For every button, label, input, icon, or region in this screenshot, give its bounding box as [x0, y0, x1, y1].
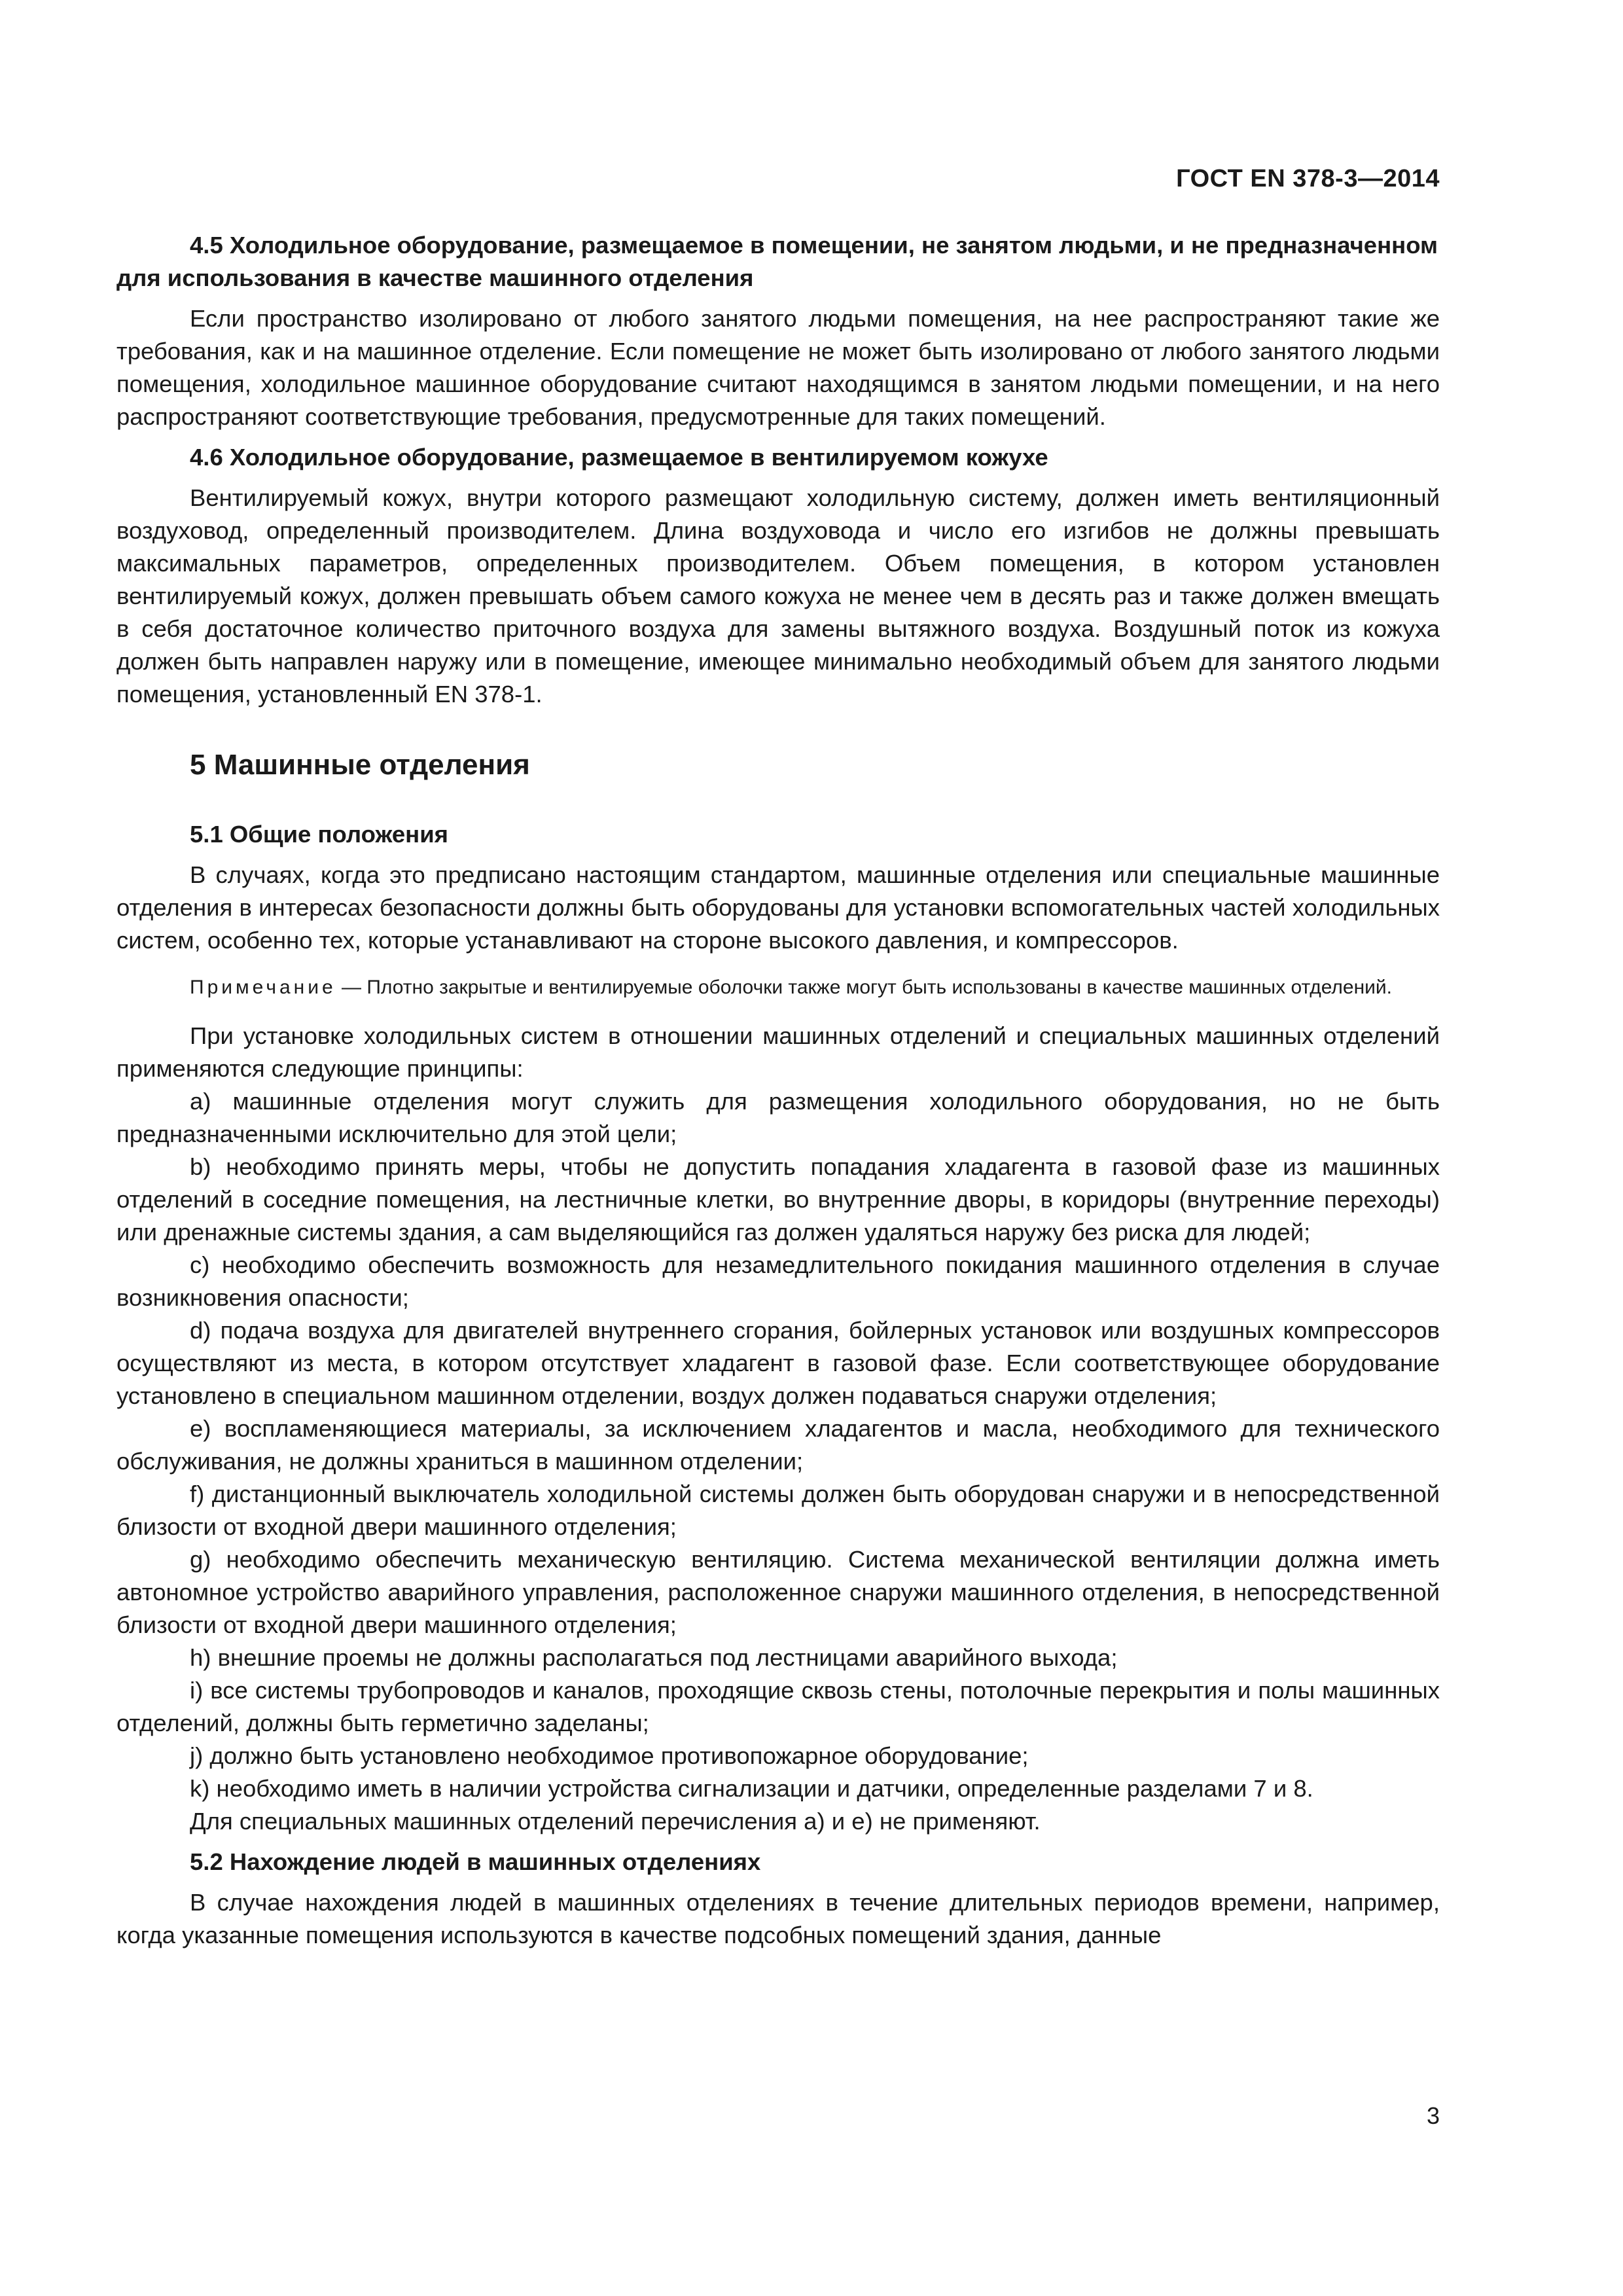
heading-5-1: 5.1 Общие положения [190, 821, 448, 848]
heading-4-6: 4.6 Холодильное оборудование, размещаемое в вентилируемом кожухе [190, 444, 1048, 471]
list-item-a: a) машинные отделения могут служить для размещения холодильного оборудования, но не быть предназначенными исключительно для этой цели; [116, 1088, 1440, 1147]
page-number: 3 [1426, 2102, 1440, 2129]
paragraph-4-5: Если пространство изолировано от любого занятого людьми помещения, на нее распространяют такие же требования, как и на машинное отделение. Если помещение не может быть изолировано от любого занятого людьми помещения, холодильное машинное оборудование считают находящимся в занятом людьми помещении, и на него распространяют соответствующие требования, предусмотренные для таких помещений. [116, 305, 1440, 430]
list-item-d: d) подача воздуха для двигателей внутреннего сгорания, бойлерных установок или воздушных компрессоров осуществляют из места, в котором отсутствует хладагент в газовой фазе. Если соответствующее оборудование установлено в специальном машинном отделении, воздух должен подаваться снаружи отделения; [116, 1317, 1440, 1409]
list-item-j: j) должно быть установлено необходимое противопожарное оборудование; [190, 1742, 1029, 1769]
note-label: Примечание [190, 977, 336, 998]
list-item-b: b) необходимо принять меры, чтобы не допустить попадания хладагента в газовой фазе из машинных отделений в соседние помещения, на лестничные клетки, во внутренние дворы, в коридоры (внутренние переходы) или дренажные системы здания, а сам выделяющийся газ должен удаляться наружу без риска для людей; [116, 1153, 1440, 1246]
list-item-e: e) воспламеняющиеся материалы, за исключением хладагентов и масла, необходимого для технического обслуживания, не должны храниться в машинном отделении; [116, 1415, 1440, 1475]
note-text: — Плотно закрытые и вентилируемые оболочки также могут быть использованы в качестве машинных отделений. [336, 977, 1393, 998]
closing-remark: Для специальных машинных отделений перечисления а) и е) не применяют. [190, 1808, 1041, 1835]
paragraph-5-1: В случаях, когда это предписано настоящим стандартом, машинные отделения или специальные машинные отделения в интересах безопасности должны быть оборудованы для установки вспомогательных частей холодильных систем, особенно тех, которые устанавливают на стороне высокого давления, и компрессоров. [116, 861, 1440, 954]
list-item-k: k) необходимо иметь в наличии устройства сигнализации и датчики, определенные разделами 7 и 8. [190, 1775, 1313, 1802]
paragraph-5-2: В случае нахождения людей в машинных отделениях в течение длительных периодов времени, например, когда указанные помещения используются в качестве подсобных помещений здания, данные [116, 1889, 1440, 1948]
heading-5-2: 5.2 Нахождение людей в машинных отделениях [190, 1848, 761, 1875]
list-item-h: h) внешние проемы не должны располагаться под лестницами аварийного выхода; [190, 1644, 1118, 1671]
heading-4-5: 4.5 Холодильное оборудование, размещаемое в помещении, не занятом людьми, и не предназначенном для использования в качестве машинного отделения [116, 232, 1438, 291]
document-body [116, 229, 1440, 1952]
list-item-i: i) все системы трубопроводов и каналов, проходящие сквозь стены, потолочные перекрытия и полы машинных отделений, должны быть герметично заделаны; [116, 1677, 1440, 1736]
document-code: ГОСТ EN 378-3—2014 [1176, 165, 1440, 192]
list-item-g: g) необходимо обеспечить механическую вентиляцию. Система механической вентиляции должна иметь автономное устройство аварийного управления, расположенное снаружи машинного отделения, в непосредственной близости от входной двери машинного отделения; [116, 1546, 1440, 1638]
paragraph-4-6: Вентилируемый кожух, внутри которого размещают холодильную систему, должен иметь вентиляционный воздуховод, определенный производителем. Длина воздуховода и число его изгибов не должны превышать максимальных параметров, определенных производителем. Объем помещения, в котором установлен вентилируемый кожух, должен превышать объем самого кожуха не менее чем в десять раз и также должен вмещать в себя достаточное количество приточного воздуха для замены вытяжного воздуха. Воздушный поток из кожуха должен быть направлен наружу или в помещение, имеющее минимально необходимый объем для занятого людьми помещения, установленный EN 378-1. [116, 484, 1440, 708]
principles-intro: При установке холодильных систем в отношении машинных отделений и специальных машинных отделений применяются следующие принципы: [116, 1022, 1440, 1082]
list-item-c: c) необходимо обеспечить возможность для незамедлительного покидания машинного отделения в случае возникновения опасности; [116, 1251, 1440, 1311]
heading-section-5: 5 Машинные отделения [190, 749, 530, 781]
list-item-f: f) дистанционный выключатель холодильной системы должен быть оборудован снаружи и в непосредственной близости от входной двери машинного отделения; [116, 1480, 1440, 1540]
note-5-1 [116, 974, 1440, 1001]
